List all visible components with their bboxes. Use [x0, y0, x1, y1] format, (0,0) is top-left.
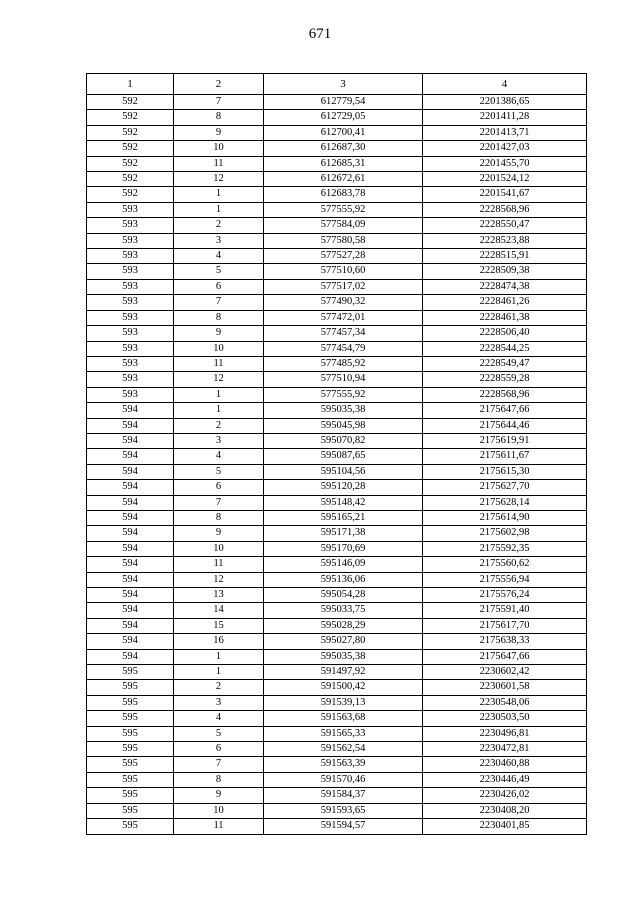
plot-number-cell: 592: [87, 141, 174, 156]
x-coordinate-cell: 577580,58: [264, 233, 423, 248]
point-number-cell: 11: [174, 356, 264, 371]
x-coordinate-cell: 595171,38: [264, 526, 423, 541]
y-coordinate-cell: 2175591,40: [423, 603, 587, 618]
table-row: [87, 665, 587, 680]
table-row: [87, 634, 587, 649]
x-coordinate-cell: 577510,60: [264, 264, 423, 279]
x-coordinate-cell: 577485,92: [264, 356, 423, 371]
y-coordinate-cell: 2175602,98: [423, 526, 587, 541]
column-header-4: 4: [423, 74, 587, 95]
point-number-cell: 10: [174, 341, 264, 356]
point-number-cell: 8: [174, 110, 264, 125]
plot-number-cell: 593: [87, 233, 174, 248]
plot-number-cell: 594: [87, 418, 174, 433]
y-coordinate-cell: 2201386,65: [423, 95, 587, 110]
point-number-cell: 16: [174, 634, 264, 649]
table-row: [87, 603, 587, 618]
x-coordinate-cell: 595054,28: [264, 588, 423, 603]
table-row: [87, 233, 587, 248]
plot-number-cell: 595: [87, 803, 174, 818]
point-number-cell: 9: [174, 788, 264, 803]
plot-number-cell: 594: [87, 526, 174, 541]
point-number-cell: 1: [174, 649, 264, 664]
x-coordinate-cell: 577472,01: [264, 310, 423, 325]
x-coordinate-cell: 591570,46: [264, 772, 423, 787]
table-row: [87, 433, 587, 448]
plot-number-cell: 592: [87, 156, 174, 171]
table-row: [87, 449, 587, 464]
point-number-cell: 12: [174, 172, 264, 187]
y-coordinate-cell: 2230426,02: [423, 788, 587, 803]
table-row: [87, 649, 587, 664]
x-coordinate-cell: 577517,02: [264, 279, 423, 294]
y-coordinate-cell: 2228506,40: [423, 326, 587, 341]
y-coordinate-cell: 2228461,26: [423, 295, 587, 310]
plot-number-cell: 595: [87, 788, 174, 803]
y-coordinate-cell: 2175627,70: [423, 480, 587, 495]
plot-number-cell: 594: [87, 649, 174, 664]
x-coordinate-cell: 577510,94: [264, 372, 423, 387]
table-row: [87, 495, 587, 510]
table-row: [87, 310, 587, 325]
x-coordinate-cell: 577555,92: [264, 387, 423, 402]
point-number-cell: 11: [174, 819, 264, 834]
table-row: [87, 618, 587, 633]
plot-number-cell: 592: [87, 187, 174, 202]
point-number-cell: 7: [174, 495, 264, 510]
y-coordinate-cell: 2228474,38: [423, 279, 587, 294]
point-number-cell: 7: [174, 757, 264, 772]
x-coordinate-cell: 612687,30: [264, 141, 423, 156]
header-row: [87, 74, 587, 95]
table-row: [87, 711, 587, 726]
y-coordinate-cell: 2175560,62: [423, 557, 587, 572]
plot-number-cell: 594: [87, 634, 174, 649]
plot-number-cell: 595: [87, 665, 174, 680]
point-number-cell: 3: [174, 233, 264, 248]
plot-number-cell: 593: [87, 218, 174, 233]
x-coordinate-cell: 591562,54: [264, 742, 423, 757]
table-row: [87, 742, 587, 757]
x-coordinate-cell: 595104,56: [264, 464, 423, 479]
y-coordinate-cell: 2175615,30: [423, 464, 587, 479]
plot-number-cell: 593: [87, 279, 174, 294]
y-coordinate-cell: 2228568,96: [423, 387, 587, 402]
plot-number-cell: 594: [87, 403, 174, 418]
table-row: [87, 341, 587, 356]
table-row: [87, 695, 587, 710]
point-number-cell: 3: [174, 433, 264, 448]
y-coordinate-cell: 2201411,28: [423, 110, 587, 125]
x-coordinate-cell: 591594,57: [264, 819, 423, 834]
plot-number-cell: 593: [87, 249, 174, 264]
x-coordinate-cell: 612700,41: [264, 125, 423, 140]
plot-number-cell: 593: [87, 202, 174, 217]
point-number-cell: 3: [174, 695, 264, 710]
x-coordinate-cell: 591500,42: [264, 680, 423, 695]
table-row: [87, 156, 587, 171]
plot-number-cell: 594: [87, 541, 174, 556]
x-coordinate-cell: 577527,28: [264, 249, 423, 264]
x-coordinate-cell: 595070,82: [264, 433, 423, 448]
y-coordinate-cell: 2175644,46: [423, 418, 587, 433]
y-coordinate-cell: 2175576,24: [423, 588, 587, 603]
plot-number-cell: 594: [87, 449, 174, 464]
plot-number-cell: 594: [87, 603, 174, 618]
point-number-cell: 7: [174, 295, 264, 310]
table-row: [87, 526, 587, 541]
point-number-cell: 9: [174, 326, 264, 341]
x-coordinate-cell: 595027,80: [264, 634, 423, 649]
table-row: [87, 588, 587, 603]
x-coordinate-cell: 591563,39: [264, 757, 423, 772]
plot-number-cell: 595: [87, 711, 174, 726]
table-row: [87, 480, 587, 495]
y-coordinate-cell: 2228544,25: [423, 341, 587, 356]
y-coordinate-cell: 2228515,91: [423, 249, 587, 264]
plot-number-cell: 595: [87, 726, 174, 741]
y-coordinate-cell: 2230602,42: [423, 665, 587, 680]
x-coordinate-cell: 577555,92: [264, 202, 423, 217]
plot-number-cell: 595: [87, 695, 174, 710]
table-row: [87, 356, 587, 371]
x-coordinate-cell: 595035,38: [264, 649, 423, 664]
y-coordinate-cell: 2175638,33: [423, 634, 587, 649]
x-coordinate-cell: 577490,32: [264, 295, 423, 310]
point-number-cell: 8: [174, 510, 264, 525]
x-coordinate-cell: 612729,05: [264, 110, 423, 125]
y-coordinate-cell: 2175614,90: [423, 510, 587, 525]
table-row: [87, 464, 587, 479]
plot-number-cell: 594: [87, 495, 174, 510]
table-row: [87, 279, 587, 294]
x-coordinate-cell: 612779,54: [264, 95, 423, 110]
plot-number-cell: 594: [87, 510, 174, 525]
table-row: [87, 172, 587, 187]
point-number-cell: 11: [174, 156, 264, 171]
y-coordinate-cell: 2201541,67: [423, 187, 587, 202]
y-coordinate-cell: 2228568,96: [423, 202, 587, 217]
x-coordinate-cell: 595148,42: [264, 495, 423, 510]
table-header: [87, 74, 587, 95]
table-row: [87, 295, 587, 310]
x-coordinate-cell: 595165,21: [264, 510, 423, 525]
plot-number-cell: 594: [87, 557, 174, 572]
point-number-cell: 15: [174, 618, 264, 633]
x-coordinate-cell: 595045,98: [264, 418, 423, 433]
x-coordinate-cell: 595035,38: [264, 403, 423, 418]
column-header-2: 2: [174, 74, 264, 95]
x-coordinate-cell: 612683,78: [264, 187, 423, 202]
point-number-cell: 10: [174, 141, 264, 156]
y-coordinate-cell: 2228559,28: [423, 372, 587, 387]
plot-number-cell: 593: [87, 295, 174, 310]
table-row: [87, 141, 587, 156]
plot-number-cell: 593: [87, 372, 174, 387]
point-number-cell: 2: [174, 680, 264, 695]
y-coordinate-cell: 2228509,38: [423, 264, 587, 279]
x-coordinate-cell: 577584,09: [264, 218, 423, 233]
y-coordinate-cell: 2230446,49: [423, 772, 587, 787]
plot-number-cell: 595: [87, 757, 174, 772]
point-number-cell: 4: [174, 711, 264, 726]
y-coordinate-cell: 2175647,66: [423, 649, 587, 664]
point-number-cell: 8: [174, 310, 264, 325]
x-coordinate-cell: 595033,75: [264, 603, 423, 618]
table-row: [87, 819, 587, 834]
point-number-cell: 1: [174, 403, 264, 418]
y-coordinate-cell: 2230408,20: [423, 803, 587, 818]
table-row: [87, 572, 587, 587]
x-coordinate-cell: 595120,28: [264, 480, 423, 495]
table-row: [87, 680, 587, 695]
y-coordinate-cell: 2230472,81: [423, 742, 587, 757]
table-row: [87, 218, 587, 233]
y-coordinate-cell: 2201524,12: [423, 172, 587, 187]
plot-number-cell: 594: [87, 480, 174, 495]
plot-number-cell: 594: [87, 588, 174, 603]
table-row: [87, 249, 587, 264]
y-coordinate-cell: 2228549,47: [423, 356, 587, 371]
x-coordinate-cell: 595136,06: [264, 572, 423, 587]
point-number-cell: 9: [174, 125, 264, 140]
y-coordinate-cell: 2201427,03: [423, 141, 587, 156]
table-row: [87, 510, 587, 525]
plot-number-cell: 592: [87, 95, 174, 110]
table-row: [87, 125, 587, 140]
x-coordinate-cell: 591584,37: [264, 788, 423, 803]
point-number-cell: 2: [174, 418, 264, 433]
point-number-cell: 14: [174, 603, 264, 618]
point-number-cell: 5: [174, 264, 264, 279]
point-number-cell: 12: [174, 572, 264, 587]
x-coordinate-cell: 612685,31: [264, 156, 423, 171]
table-row: [87, 372, 587, 387]
x-coordinate-cell: 577457,34: [264, 326, 423, 341]
table-row: [87, 403, 587, 418]
point-number-cell: 11: [174, 557, 264, 572]
y-coordinate-cell: 2230401,85: [423, 819, 587, 834]
x-coordinate-cell: 595146,09: [264, 557, 423, 572]
plot-number-cell: 594: [87, 618, 174, 633]
x-coordinate-cell: 612672,61: [264, 172, 423, 187]
y-coordinate-cell: 2230503,50: [423, 711, 587, 726]
y-coordinate-cell: 2175611,67: [423, 449, 587, 464]
table-row: [87, 264, 587, 279]
plot-number-cell: 595: [87, 742, 174, 757]
x-coordinate-cell: 591497,92: [264, 665, 423, 680]
table-row: [87, 772, 587, 787]
plot-number-cell: 592: [87, 110, 174, 125]
point-number-cell: 13: [174, 588, 264, 603]
point-number-cell: 9: [174, 526, 264, 541]
point-number-cell: 10: [174, 541, 264, 556]
point-number-cell: 1: [174, 387, 264, 402]
point-number-cell: 5: [174, 726, 264, 741]
x-coordinate-cell: 591539,13: [264, 695, 423, 710]
plot-number-cell: 595: [87, 819, 174, 834]
plot-number-cell: 592: [87, 125, 174, 140]
point-number-cell: 4: [174, 449, 264, 464]
point-number-cell: 1: [174, 665, 264, 680]
x-coordinate-cell: 591565,33: [264, 726, 423, 741]
table-row: [87, 803, 587, 818]
point-number-cell: 8: [174, 772, 264, 787]
table-row: [87, 187, 587, 202]
table-row: [87, 541, 587, 556]
table-body: [87, 95, 587, 835]
table-row: [87, 202, 587, 217]
y-coordinate-cell: 2230496,81: [423, 726, 587, 741]
y-coordinate-cell: 2228523,88: [423, 233, 587, 248]
plot-number-cell: 592: [87, 172, 174, 187]
plot-number-cell: 594: [87, 572, 174, 587]
column-header-1: 1: [87, 74, 174, 95]
y-coordinate-cell: 2175628,14: [423, 495, 587, 510]
x-coordinate-cell: 591563,68: [264, 711, 423, 726]
y-coordinate-cell: 2175556,94: [423, 572, 587, 587]
plot-number-cell: 593: [87, 356, 174, 371]
plot-number-cell: 595: [87, 772, 174, 787]
plot-number-cell: 593: [87, 310, 174, 325]
y-coordinate-cell: 2230548,06: [423, 695, 587, 710]
plot-number-cell: 594: [87, 433, 174, 448]
x-coordinate-cell: 577454,79: [264, 341, 423, 356]
point-number-cell: 7: [174, 95, 264, 110]
table-row: [87, 387, 587, 402]
table-row: [87, 557, 587, 572]
table-row: [87, 418, 587, 433]
y-coordinate-cell: 2228550,47: [423, 218, 587, 233]
y-coordinate-cell: 2201413,71: [423, 125, 587, 140]
coordinates-table: [86, 73, 587, 835]
page-number: 671: [308, 26, 332, 42]
point-number-cell: 10: [174, 803, 264, 818]
x-coordinate-cell: 591593,65: [264, 803, 423, 818]
plot-number-cell: 593: [87, 264, 174, 279]
table-row: [87, 757, 587, 772]
point-number-cell: 2: [174, 218, 264, 233]
y-coordinate-cell: 2228461,38: [423, 310, 587, 325]
y-coordinate-cell: 2175592,35: [423, 541, 587, 556]
x-coordinate-cell: 595028,29: [264, 618, 423, 633]
table-row: [87, 788, 587, 803]
point-number-cell: 1: [174, 202, 264, 217]
point-number-cell: 6: [174, 742, 264, 757]
plot-number-cell: 593: [87, 387, 174, 402]
table-row: [87, 95, 587, 110]
point-number-cell: 5: [174, 464, 264, 479]
plot-number-cell: 595: [87, 680, 174, 695]
y-coordinate-cell: 2201455,70: [423, 156, 587, 171]
y-coordinate-cell: 2175647,66: [423, 403, 587, 418]
plot-number-cell: 594: [87, 464, 174, 479]
plot-number-cell: 593: [87, 341, 174, 356]
point-number-cell: 6: [174, 279, 264, 294]
plot-number-cell: 593: [87, 326, 174, 341]
x-coordinate-cell: 595170,69: [264, 541, 423, 556]
y-coordinate-cell: 2175617,70: [423, 618, 587, 633]
y-coordinate-cell: 2175619,91: [423, 433, 587, 448]
point-number-cell: 12: [174, 372, 264, 387]
table-row: [87, 326, 587, 341]
table-row: [87, 726, 587, 741]
point-number-cell: 1: [174, 187, 264, 202]
point-number-cell: 4: [174, 249, 264, 264]
column-header-3: 3: [264, 74, 423, 95]
table-row: [87, 110, 587, 125]
x-coordinate-cell: 595087,65: [264, 449, 423, 464]
y-coordinate-cell: 2230601,58: [423, 680, 587, 695]
y-coordinate-cell: 2230460,88: [423, 757, 587, 772]
point-number-cell: 6: [174, 480, 264, 495]
